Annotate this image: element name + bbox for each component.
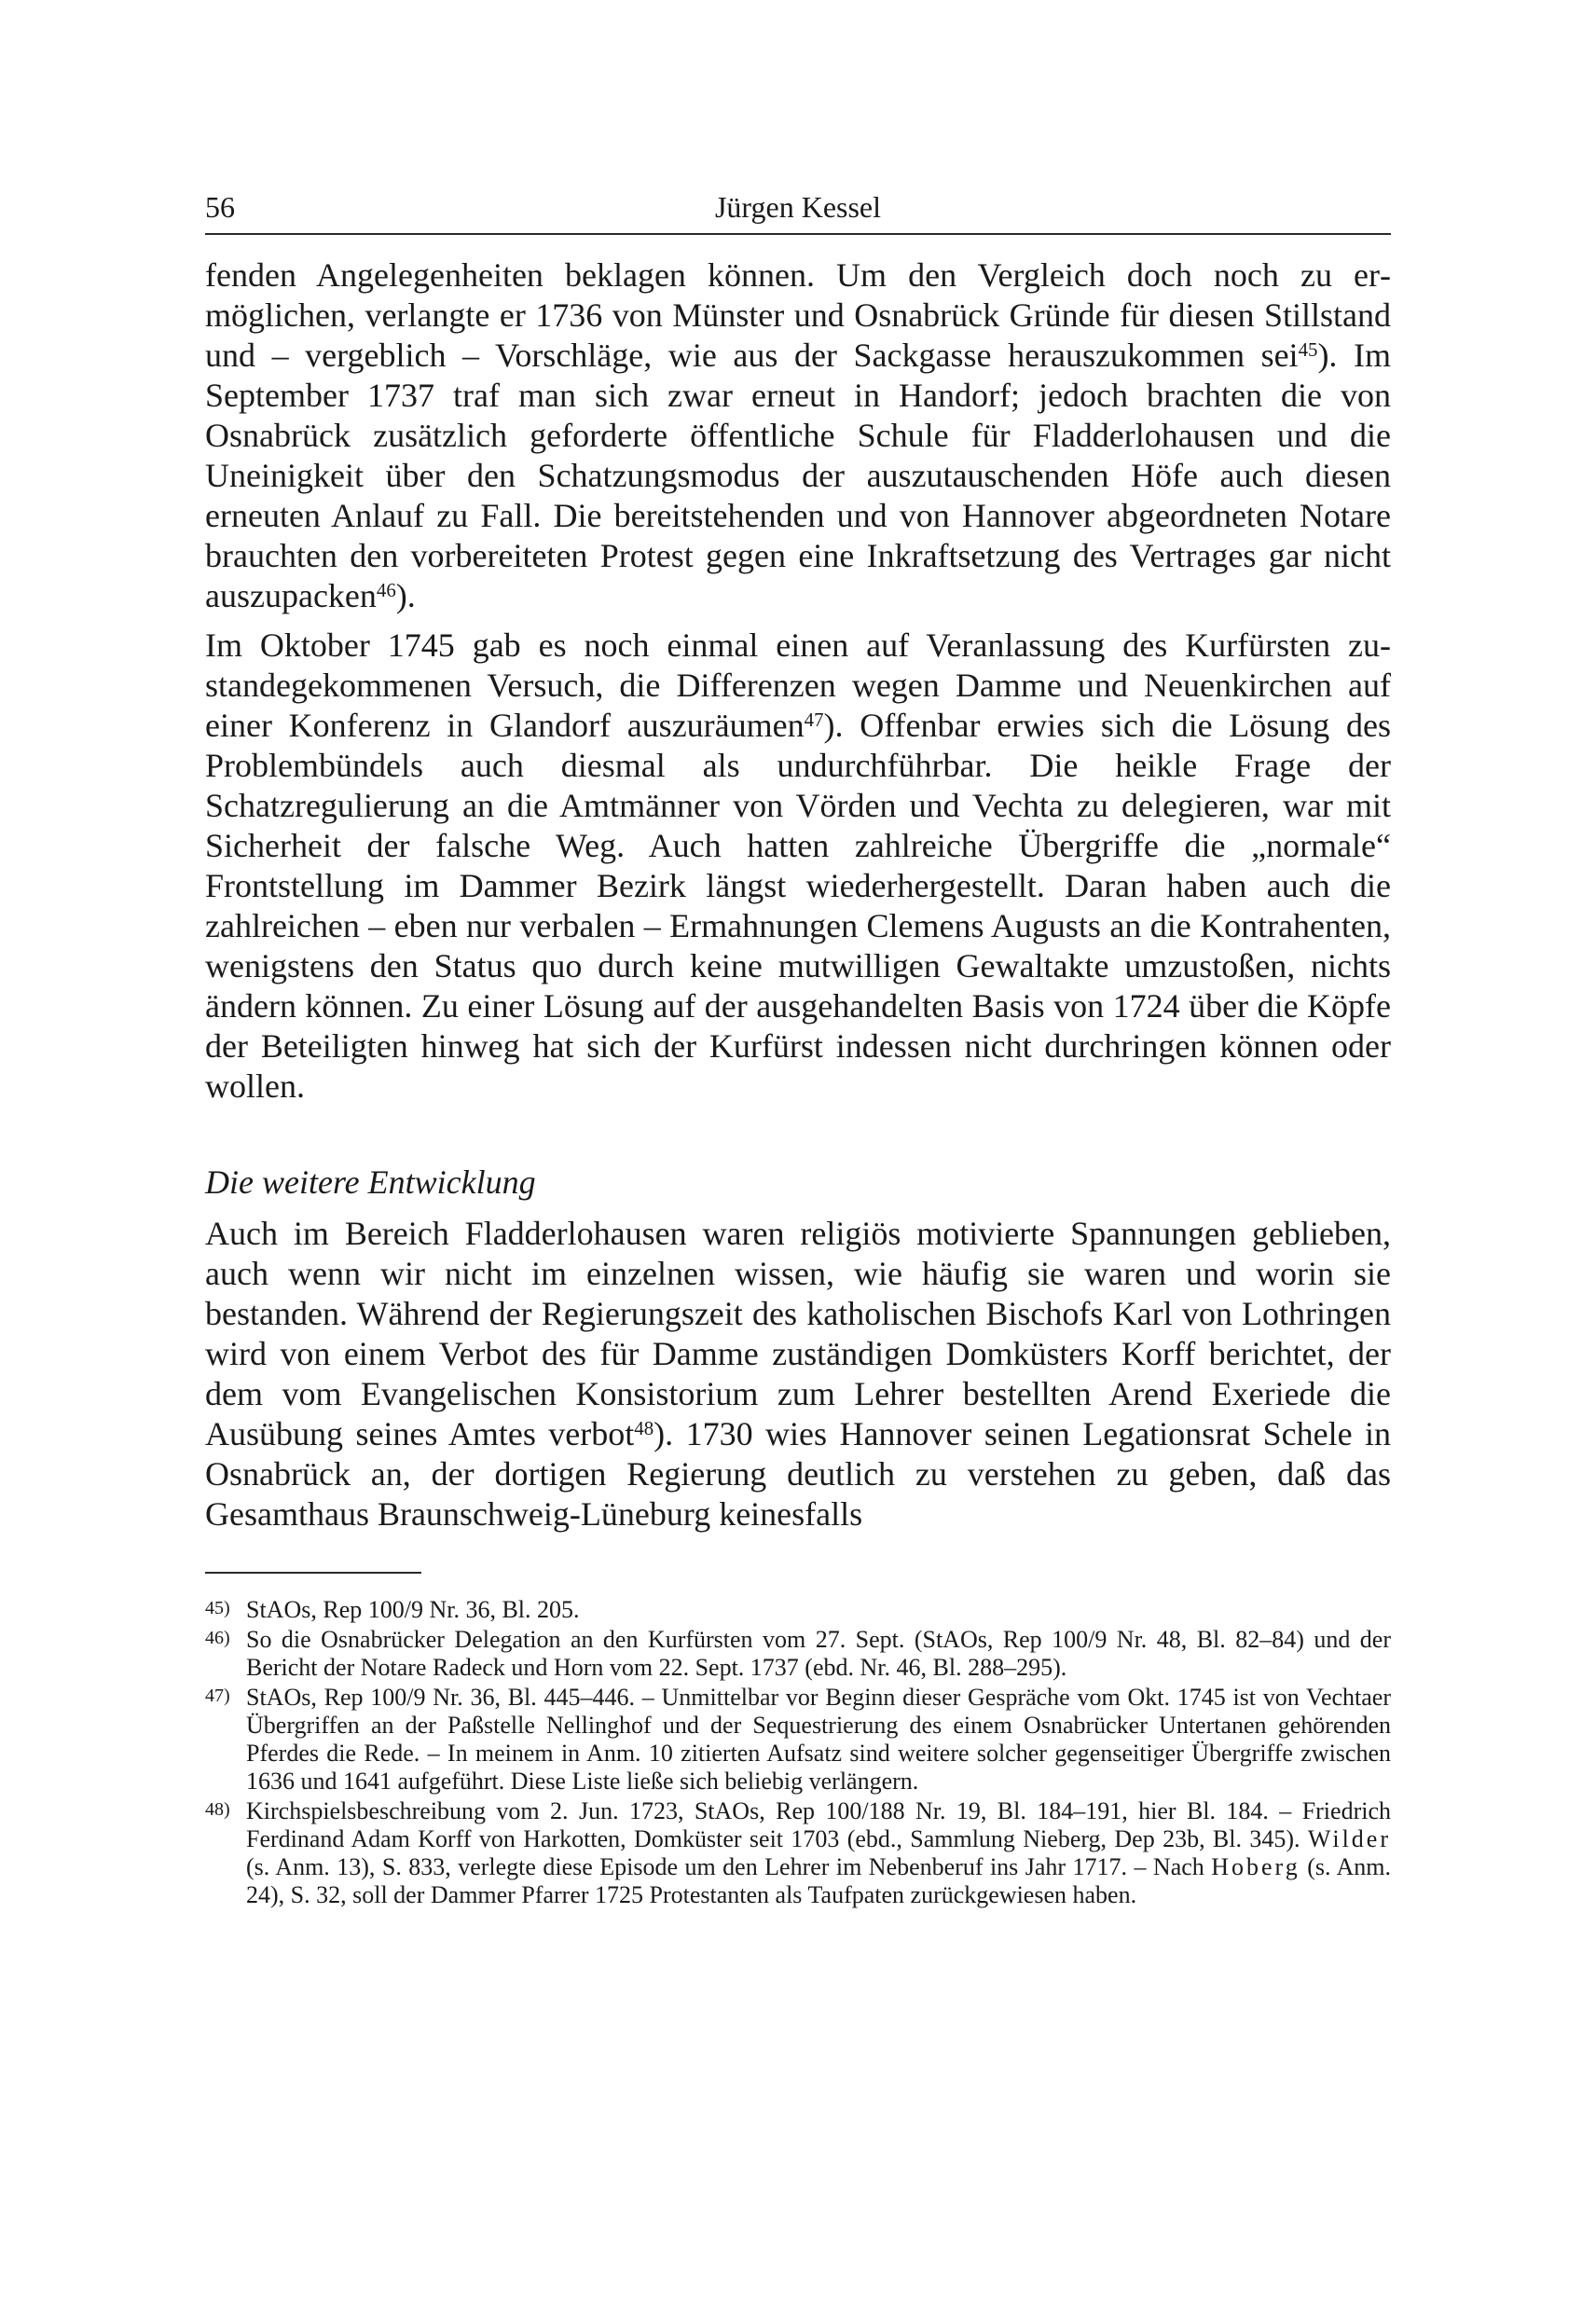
footnote-reference-48[interactable]: 48 xyxy=(634,1416,654,1439)
footnote-text-part: Kirchspielsbeschreibung vom 2. Jun. 1723, StAOs, Rep 100/188 Nr. 19, Bl. 184–191, hier Bl. 184. – Friedrich Ferdinand Adam Korff von Harkotten, Domküster seit 1703 (ebd., Sammlung Nieberg, Dep 23b, Bl. 345). xyxy=(246,1797,1391,1852)
footnote-divider xyxy=(205,1572,421,1574)
paragraph-text: ). Im September 1737 traf man sich zwar erneut in Handorf; jedoch brachten die von Osnabrück zusätzlich geforderte öffentliche Schule für Fladderlohausen und die Uneinigkeit über den Schatzungsmodus der auszutauschenden Höfe auch diesen erneuten Anlauf zu Fall. Die bereitstehenden und von Hannover abgeordneten Notare brauchten den vorbereiteten Protest gegen eine Inkraftsetzung des Vertrages gar nicht auszupacken xyxy=(205,337,1391,614)
footnote-number: 47) xyxy=(205,1686,230,1706)
footnote-text: StAOs, Rep 100/9 Nr. 36, Bl. 205. xyxy=(246,1596,580,1623)
footnote-47 xyxy=(205,1684,1391,1796)
footnote-48 xyxy=(205,1797,1391,1909)
paragraph-text: fenden Angelegenheiten beklagen können. Um den Vergleich doch noch zu ermöglichen, verlangte er 1736 von Münster und Osnabrück Gründe für diesen Stillstand und – vergeblich – Vorschläge, wie aus der Sackgasse herauszukommen sei xyxy=(205,256,1391,374)
footnote-text xyxy=(246,1797,1391,1909)
paragraph xyxy=(205,626,1391,1107)
cited-author-name: Hoberg xyxy=(1211,1853,1300,1880)
footnote-46 xyxy=(205,1626,1391,1682)
footnote-number: 46) xyxy=(205,1628,230,1648)
paragraph-text: ). Offenbar erwies sich die Lösung des Problembündels auch diesmal als undurchführbar. Die heikle Frage der Schatzregulierung an die Amtmänner von Vörden und Vechta zu delegieren, war mit Sicherheit der falsche Weg. Auch hatten zahlreiche Übergriffe die „normale“ Frontstellung im Dammer Bezirk längst wiederhergestellt. Daran haben auch die zahlreichen – eben nur verbalen – Ermahnungen Clemens Augusts an die Kontrahenten, wenigstens den Status quo durch keine mutwilligen Gewaltakte umzustoßen, nichts ändern können. Zu einer Lösung auf der ausgehandelten Basis von 1724 über die Köpfe der Beteiligten hinweg hat sich der Kurfürst indessen nicht durchringen können oder wollen. xyxy=(205,707,1392,1105)
footnote-reference-45[interactable]: 45 xyxy=(1298,337,1318,361)
footnote-reference-47[interactable]: 47 xyxy=(804,708,824,731)
footnote-text: So die Osnabrücker Delegation an den Kurfürsten vom 27. Sept. (StAOs, Rep 100/9 Nr. 48, Bl. 82–84) und der Bericht der Notare Radeck und Horn vom 22. Sept. 1737 (ebd. Nr. 46, Bl. 288–295). xyxy=(246,1626,1391,1681)
footnotes xyxy=(205,1596,1391,1909)
paragraph-text: ). 1730 wies Hannover seinen Legationsrat Schele in Osnabrück an, der dortigen Regierung deutlich zu verstehen zu geben, daß das Gesamthaus Braunschweig-Lüneburg keinesfalls xyxy=(205,1415,1391,1533)
paragraph-text: Auch im Bereich Fladderlohausen waren religiös motivierte Spannungen geblieben, auch wenn wir nicht im einzelnen wissen, wie häufig sie waren und worin sie bestanden. Während der Regierungszeit des katholischen Bischofs Karl von Lothringen wird von einem Verbot des für Damme zuständigen Domküsters Korff berichtet, der dem vom Evangelischen Konsistorium zum Lehrer bestellten Arend Exeriede die Ausübung seines Amtes verbot xyxy=(205,1215,1391,1452)
section-heading: Die weitere Entwicklung xyxy=(205,1163,536,1201)
page-number: 56 xyxy=(205,190,235,224)
footnote-text-part: (s. Anm. 13), S. 833, verlegte diese Episode um den Lehrer im Nebenberuf ins Jahr 1717. – Nach xyxy=(246,1853,1212,1880)
paragraph xyxy=(205,1214,1391,1534)
footnote-number: 48) xyxy=(205,1799,230,1820)
main-text xyxy=(205,255,1391,1534)
running-header xyxy=(205,186,1391,235)
running-author: Jürgen Kessel xyxy=(714,190,882,224)
cited-author-name: Wilder xyxy=(1307,1825,1391,1852)
paragraph xyxy=(205,255,1391,616)
footnote-45 xyxy=(205,1596,1391,1624)
document-page xyxy=(205,186,1391,1911)
paragraph-text: ). xyxy=(395,577,416,614)
footnote-reference-46[interactable]: 46 xyxy=(376,578,396,601)
footnote-text: StAOs, Rep 100/9 Nr. 36, Bl. 445–446. – Unmittelbar vor Beginn dieser Gespräche vom Okt. 1745 ist von Vechtaer Übergriffen an der Paßstelle Nellinghof und der Sequestrierung des einem Osnabrücker Untertanen gehörenden Pferdes die Rede. – In meinem in Anm. 10 zitierten Aufsatz sind weitere solcher gegenseitiger Übergriffe zwischen 1636 und 1641 aufgeführt. Diese Liste ließe sich beliebig verlängern. xyxy=(246,1684,1391,1795)
paragraph-text: Im Oktober 1745 gab es noch einmal einen auf Veranlassung des Kurfürsten zustandegekommenen Versuch, die Differenzen wegen Damme und Neuenkirchen auf einer Konferenz in Glandorf auszuräumen xyxy=(205,626,1391,744)
footnote-number: 45) xyxy=(205,1598,230,1618)
footnote-text-part: (s. Anm. 24), S. 32, soll der Dammer Pfarrer 1725 Protestanten als Taufpaten zurückgewiesen haben. xyxy=(246,1853,1391,1908)
